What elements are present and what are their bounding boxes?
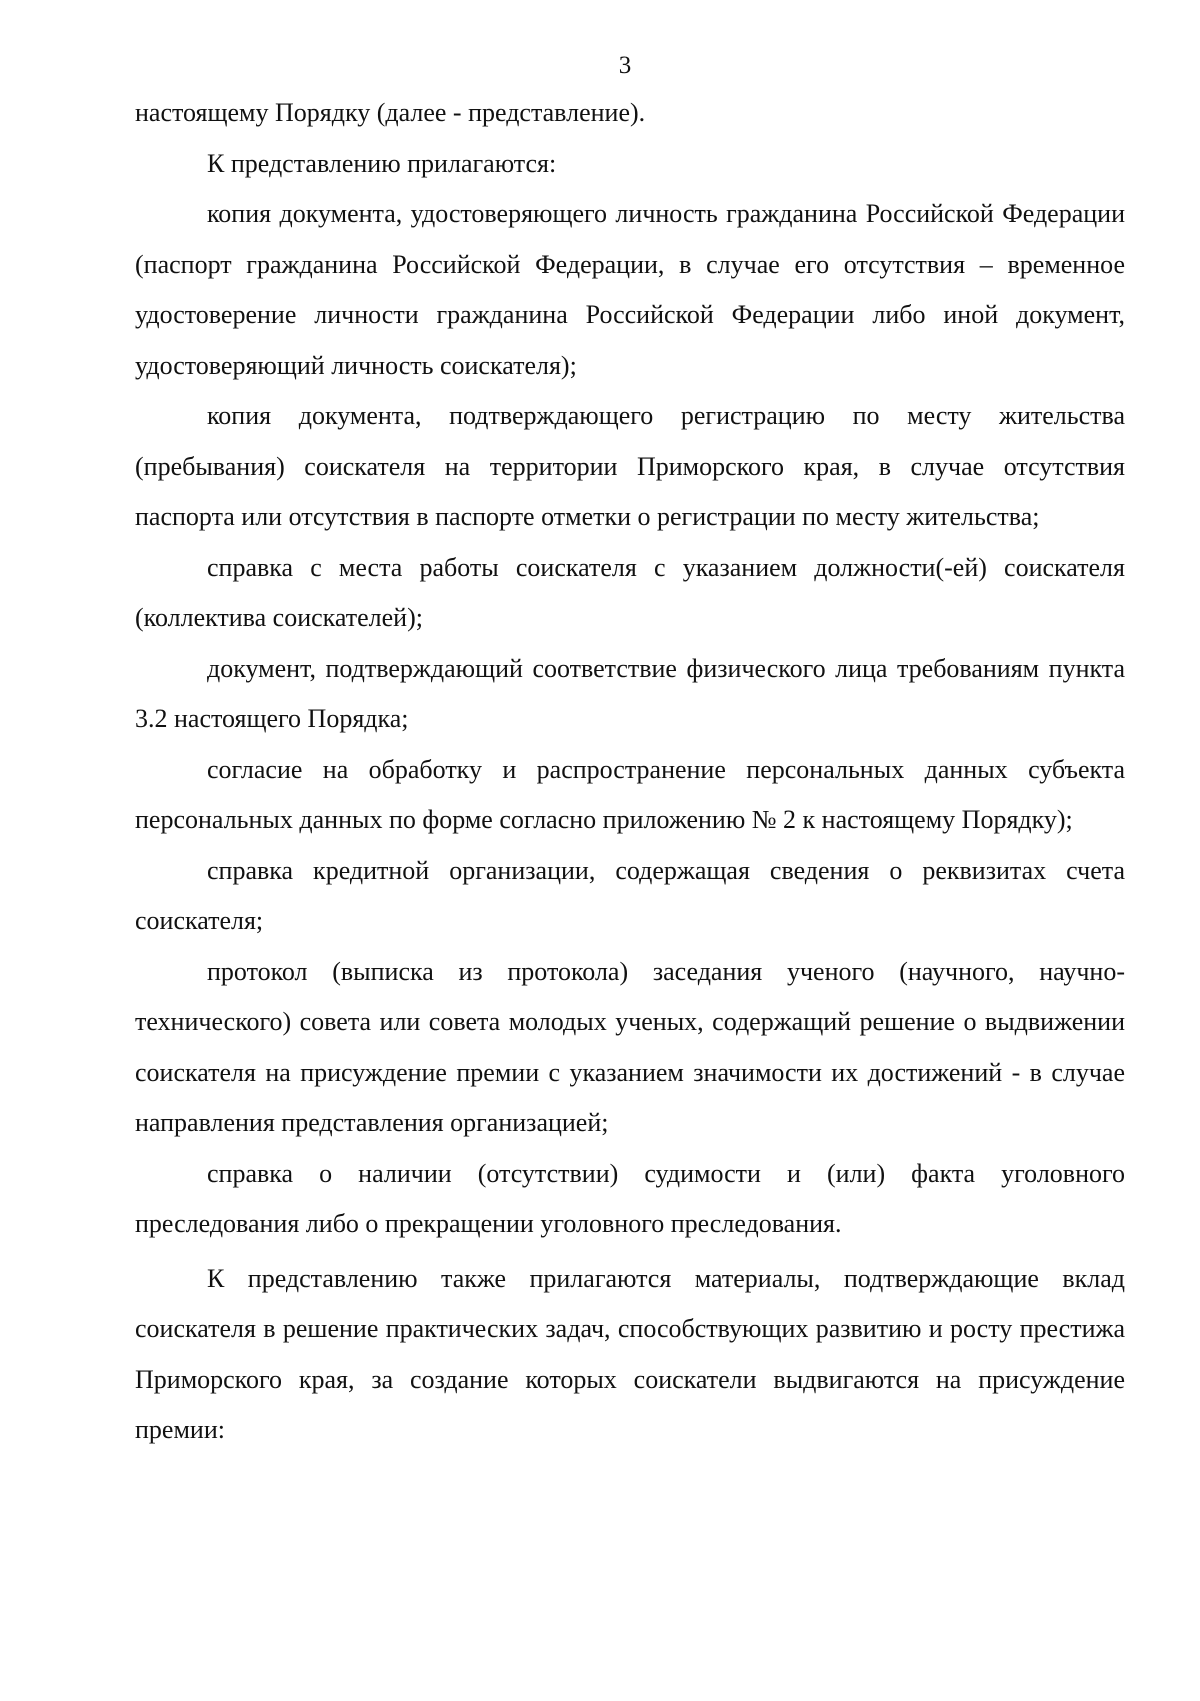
page-number: 3 (618, 52, 632, 79)
paragraph-bank-certificate: справка кредитной организации, содержащая сведения о реквизитах счета соискателя; (135, 855, 1125, 935)
paragraph-compliance-document: документ, подтверждающий соответствие физического лица требованиям пункта 3.2 настоящего Порядка; (135, 653, 1125, 733)
paragraph-criminal-record-certificate: справка о наличии (отсутствии) судимости и (или) факта уголовного преследования либо о прекращении уголовного преследования. (135, 1158, 1125, 1238)
paragraph-personal-data-consent: согласие на обработку и распространение персональных данных субъекта персональных данных по форме согласно приложению № 2 к настоящему Порядку); (135, 754, 1125, 834)
paragraph-attachments-intro: К представлению прилагаются: (207, 148, 557, 178)
paragraph-passport-copy: копия документа, удостоверяющего личность гражданина Российской Федерации (паспорт гражданина Российской Федерации, в случае его отсутствия – временное удостоверение личности гражданина Российской Федерации либо иной документ, удостоверяющий личность соискателя); (135, 199, 1125, 380)
paragraph-additional-materials: К представлению также прилагаются материалы, подтверждающие вклад соискателя в решение практических задач, способствующих развитию и росту престижа Приморского края, за создание которых соискатели выдвигаются на присуждение премии: (135, 1263, 1125, 1444)
document-body (135, 88, 1125, 1456)
paragraph-council-protocol: протокол (выписка из протокола) заседания ученого (научного, научно-технического) совета или совета молодых ученых, содержащий решение о выдвижении соискателя на присуждение премии с указанием значимости их достижений - в случае направления представления организацией; (135, 956, 1125, 1137)
paragraph-employment-certificate: справка с места работы соискателя с указанием должности(-ей) соискателя (коллектива соискателей); (135, 552, 1125, 632)
paragraph-continuation: настоящему Порядку (далее - представление). (135, 98, 646, 127)
paragraph-registration-copy: копия документа, подтверждающего регистрацию по месту жительства (пребывания) соискателя на территории Приморского края, в случае отсутствия паспорта или отсутствия в паспорте отметки о регистрации по месту жительства; (135, 401, 1125, 531)
